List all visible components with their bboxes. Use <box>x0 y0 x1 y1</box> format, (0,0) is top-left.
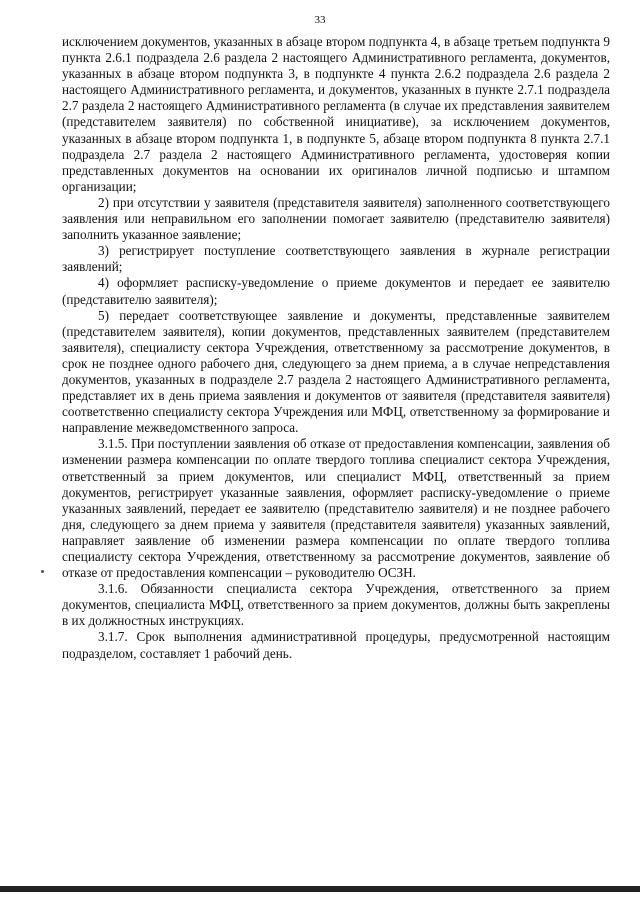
scan-speck <box>41 570 44 573</box>
paragraph-3-1-5: 3.1.5. При поступлении заявления об отказе от предоставления компенсации, заявления об изменении размера компенсации по оплате твердого топлива специалист сектора Учреждения, ответственный за прием документов, или специалист МФЦ, ответственный за прием документов, регистрирует указанные заявления, оформляет расписку-уведомление о приеме указанных заявлений, передает ее заявителю (представителю заявителя) и не позднее рабочего дня, следующего за днем приема у заявителя (представителя заявителя) указанных заявлений, направляет заявление об изменении размера компенсации по оплате твердого топлива специалисту сектора Учреждения, ответственному за рассмотрение документов, заявление об отказе от предоставления компенсации – руководителю ОСЗН. <box>62 436 610 581</box>
paragraph-item-2: 2) при отсутствии у заявителя (представителя заявителя) заполненного соответствующего заявления или неправильном его заполнении помогает заявителю (представителю заявителя) заполнить указанное заявление; <box>62 194 610 243</box>
paragraph-item-5: 5) передает соответствующее заявление и документы, представленные заявителем (представителем заявителя), копии документов, представленных заявителем (представителем заявителя), специалисту сектора Учреждения, ответственному за рассмотрение документов, в срок не позднее одного рабочего дня, следующего за днем приема, а в случае непредставления документов, указанных в подразделе 2.7 раздела 2 настоящего Административного регламента, представляет их в день приема заявления и документов от заявителя (представителя заявителя) соответственно специалисту сектора Учреждения или МФЦ, ответственному за формирование и направление межведомственного запроса. <box>62 307 610 436</box>
paragraph-3-1-7: 3.1.7. Срок выполнения административной процедуры, предусмотренной настоящим подразделом, составляет 1 рабочий день. <box>62 629 610 661</box>
page-number: 33 <box>314 14 326 26</box>
document-body <box>62 34 610 662</box>
paragraph-3-1-6: 3.1.6. Обязанности специалиста сектора Учреждения, ответственного за прием документов, специалиста МФЦ, ответственного за прием документов, должны быть закреплены в их должностных инструкциях. <box>62 581 610 629</box>
paragraph-item-4: 4) оформляет расписку-уведомление о приеме документов и передает ее заявителю (представителю заявителя); <box>62 275 610 307</box>
paragraph-continuation: исключением документов, указанных в абзаце втором подпункта 4, в абзаце третьем подпункта 9 пункта 2.6.1 подраздела 2.6 раздела 2 настоящего Административного регламента, документов, указанных в абзаце втором подпункта 3, в подпункте 4 пункта 2.6.2 подраздела 2.6 раздела 2 настоящего Административного регламента, и документов, указанных в пункте 2.7.1 подраздела 2.7 раздела 2 настоящего Административного регламента (в случае их представления заявителем (представителем заявителя) по собственной инициативе), за исключением документов, указанных в абзаце втором подпункта 1, в подпункте 5, абзаце втором подпункта 8 пункта 2.7.1 подраздела 2.7 раздела 2 настоящего Административного регламента, удостоверяя копии представленных документов на основании их оригиналов личной подписью и штампом организации; <box>62 34 610 194</box>
paragraph-item-3: 3) регистрирует поступление соответствующего заявления в журнале регистрации заявлений; <box>62 243 610 275</box>
scan-bottom-edge <box>0 886 640 892</box>
